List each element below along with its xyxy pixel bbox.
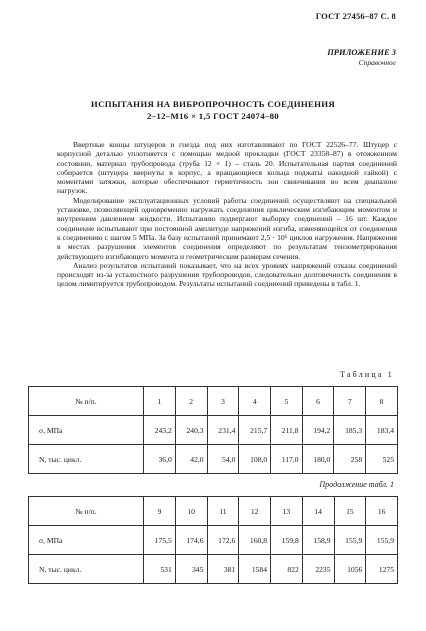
cell-cycles: 525: [366, 445, 398, 474]
cell-cycles: 1275: [366, 555, 398, 584]
cell-number: 13: [271, 497, 303, 526]
cell-number: 16: [366, 497, 398, 526]
cell-number: 6: [302, 387, 334, 416]
row-label-sigma: σ, МПа: [29, 416, 144, 445]
cell-cycles: 345: [175, 555, 207, 584]
table-row-cycles: [29, 445, 398, 474]
cell-number: 14: [302, 497, 334, 526]
cell-sigma: 185,3: [334, 416, 366, 445]
cell-sigma: 211,8: [271, 416, 302, 445]
row-label-number: № п/п.: [29, 387, 144, 416]
cell-number: 2: [175, 387, 207, 416]
row-label-cycles: N, тыс. цикл.: [29, 445, 144, 474]
cell-sigma: 172,6: [207, 526, 239, 555]
results-table-1: [28, 386, 398, 474]
cell-sigma: 174,6: [175, 526, 207, 555]
section-title-line2: 2–12–М16 × 1,5 ГОСТ 24074–80: [146, 111, 280, 121]
cell-sigma: 243,2: [144, 416, 176, 445]
cell-cycles: 531: [144, 555, 176, 584]
cell-cycles: 54,0: [207, 445, 239, 474]
paragraph-3: Анализ результатов испытаний показывает, что на всех уровнях напряжений отказы соединений происходят из-за усталостного разрушения трубопроводов, следовательно долговечность соединения в целом лимитируется трубопроводом. Результаты испытаний соединений приведены в табл. 1.: [57, 260, 397, 289]
cell-number: 5: [271, 387, 302, 416]
cell-cycles: 36,0: [144, 445, 176, 474]
table-continuation-caption: Продолжение табл. 1: [319, 480, 394, 489]
cell-sigma: 158,9: [302, 526, 334, 555]
cell-cycles: 381: [207, 555, 239, 584]
cell-sigma: 215,7: [239, 416, 271, 445]
row-label-sigma: σ, МПа: [29, 526, 144, 555]
table-row-sigma: [29, 416, 398, 445]
cell-number: 11: [207, 497, 239, 526]
cell-number: 4: [239, 387, 271, 416]
cell-sigma: 155,9: [334, 526, 366, 555]
row-label-cycles: N, тыс. цикл.: [29, 555, 144, 584]
cell-cycles: 2235: [302, 555, 334, 584]
cell-cycles: 108,0: [239, 445, 271, 474]
gost-page-header: ГОСТ 27456–87 С. 8: [315, 11, 396, 21]
cell-sigma: 160,8: [239, 526, 271, 555]
cell-number: 10: [175, 497, 207, 526]
cell-sigma: 175,5: [144, 526, 176, 555]
table-caption: Таблица 1: [339, 370, 394, 379]
cell-number: 8: [366, 387, 398, 416]
cell-number: 1: [144, 387, 176, 416]
cell-cycles: 1584: [239, 555, 271, 584]
cell-cycles: 258: [334, 445, 366, 474]
body-text: [57, 140, 397, 289]
table-row-numbers: [29, 497, 398, 526]
cell-cycles: 1056: [334, 555, 366, 584]
cell-number: 9: [144, 497, 176, 526]
table-row-sigma: [29, 526, 398, 555]
appendix-label: ПРИЛОЖЕНИЕ 3: [327, 47, 396, 57]
section-title-line1: ИСПЫТАНИЯ НА ВИБРОПРОЧНОСТЬ СОЕДИНЕНИЯ: [90, 99, 336, 109]
cell-sigma: 183,4: [366, 416, 398, 445]
cell-cycles: 822: [271, 555, 303, 584]
cell-cycles: 117,0: [271, 445, 302, 474]
cell-sigma: 231,4: [207, 416, 239, 445]
cell-sigma: 240,3: [175, 416, 207, 445]
cell-sigma: 194,2: [302, 416, 334, 445]
paragraph-1: Ввертные концы штуцеров и гнезда под них изготавливают по ГОСТ 22526–77. Штуцер с корпусной деталью уплотняется с помощью медной прокладки (ГОСТ 23358–87) в отожженном состоянии, материал трубопровода (труба 12 × 1) – сталь 20. Испытательная партия соединений собирается (штуцера ввернуты в корпус, а вращающиеся кольца поджаты накидной гайкой) с моментами затяжки, которые обеспечивают герметичность зон свинчивания во всем диапазоне нагрузок.: [57, 140, 397, 196]
paragraph-2: Моделирование эксплуатационных условий работы соединений осуществляют на специальной установке, позволяющей одновременно нагружать соединения циклическим изгибающим моментом и внутренним давлением жидкости. Испытанию подвергают выборку соединений – 16 шт. Каждое соединение испытывают при постоянной амплитуде напряжений изгиба, изменяющейся от соединения к соединению с шагом 5 МПа. За базу испытаний принимают 2,5 · 10⁶ циклов нагружения. Напряжения в местах разрушения элементов соединения определяют по результатам тензометрирования действующего изгибающего момента и геометрическим размерам сечения.: [57, 195, 397, 261]
cell-sigma: 155,9: [366, 526, 398, 555]
results-table-2: [28, 496, 398, 584]
table-row-numbers: [29, 387, 398, 416]
row-label-number: № п/п.: [29, 497, 144, 526]
cell-cycles: 180,0: [302, 445, 334, 474]
table-row-cycles: [29, 555, 398, 584]
cell-sigma: 159,8: [271, 526, 303, 555]
cell-number: 3: [207, 387, 239, 416]
cell-number: 7: [334, 387, 366, 416]
cell-cycles: 42,0: [175, 445, 207, 474]
cell-number: 15: [334, 497, 366, 526]
appendix-type: Справочное: [358, 58, 396, 67]
cell-number: 12: [239, 497, 271, 526]
